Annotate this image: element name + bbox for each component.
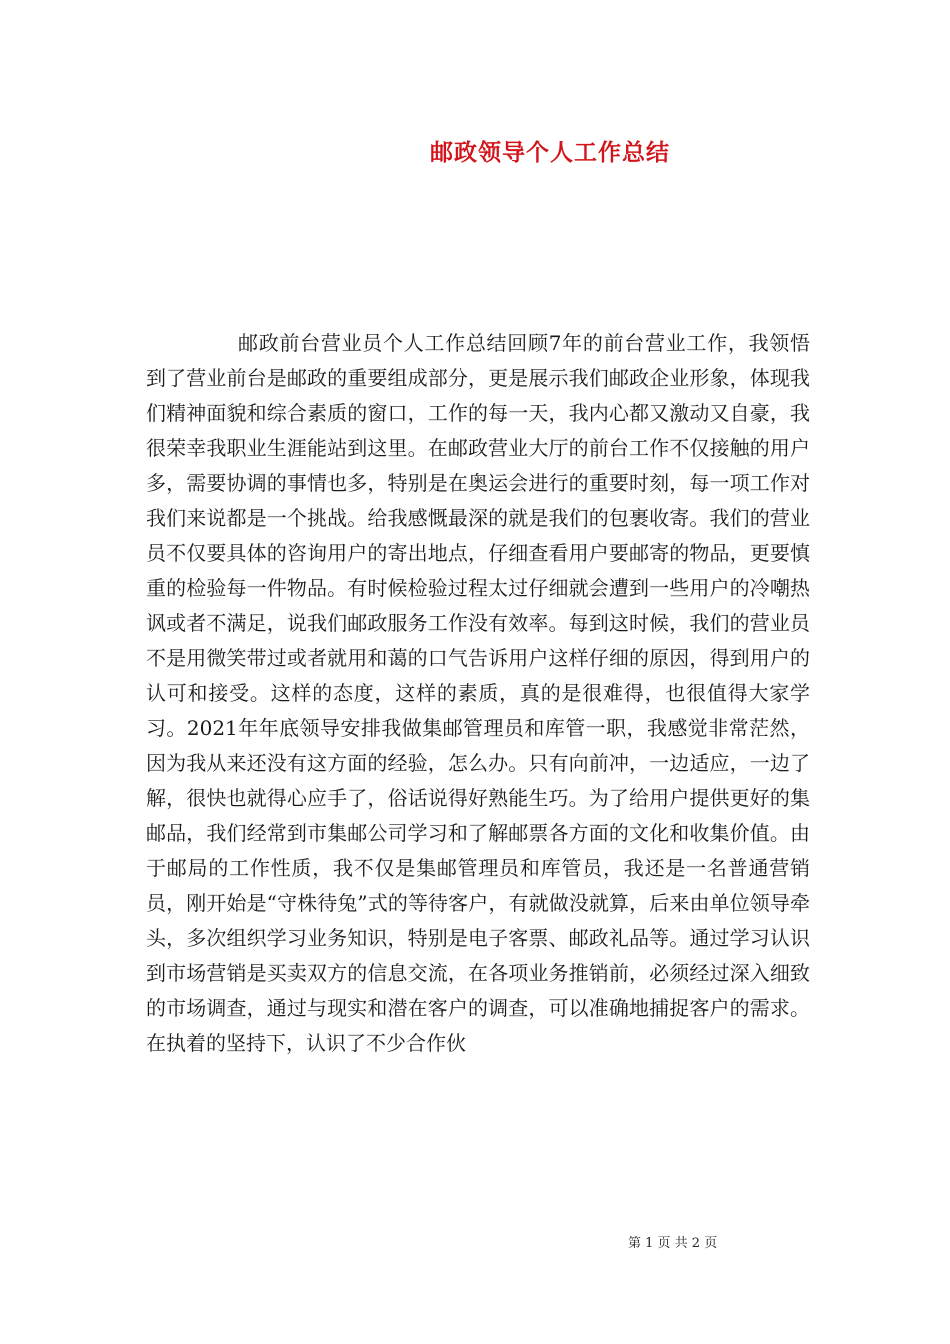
page-number: 第 1 页 共 2 页 <box>628 1236 718 1251</box>
body-paragraph: 邮政前台营业员个人工作总结回顾7年的前台营业工作，我领悟到了营业前台是邮政的重要组成部分，更是展示我们邮政企业形象，体现我们精神面貌和综合素质的窗口，工作的每一天，我内心都又激动又自豪，我很荣幸我职业生涯能站到这里。在邮政营业大厅的前台工作不仅接触的用户多，需要协调的事情也多，特别是在奥运会进行的重要时刻，每一项工作对我们来说都是一个挑战。给我感慨最深的就是我们的包裹收寄。我们的营业员不仅要具体的咨询用户的寄出地点，仔细查看用户要邮寄的物品，更要慎重的检验每一件物品。有时候检验过程太过仔细就会遭到一些用户的冷嘲热讽或者不满足，说我们邮政服务工作没有效率。每到这时候，我们的营业员不是用微笑带过或者就用和蔼的口气告诉用户这样仔细的原因，得到用户的认可和接受。这样的态度，这样的素质，真的是很难得，也很值得大家学习。2021年年底领导安排我做集邮管理员和库管一职，我感觉非常茫然，因为我从来还没有这方面的经验，怎么办。只有向前冲，一边适应，一边了解，很快也就得心应手了，俗话说得好熟能生巧。为了给用户提供更好的集邮品，我们经常到市集邮公司学习和了解邮票各方面的文化和收集价值。由于邮局的工作性质，我不仅是集邮管理员和库管员，我还是一名普通营销员，刚开始是“守株待兔”式的等待客户，有就做没就算，后来由单位领导牵头，多次组织学习业务知识，特别是电子客票、邮政礼品等。通过学习认识到市场营销是买卖双方的信息交流，在各项业务推销前，必须经过深入细致的市场调查，通过与现实和潜在客户的调查，可以准确地捕捉客户的需求。在执着的坚持下，认识了不少合作伙 <box>146 331 810 1055</box>
document-title: 邮政领导个人工作总结 <box>430 139 670 166</box>
